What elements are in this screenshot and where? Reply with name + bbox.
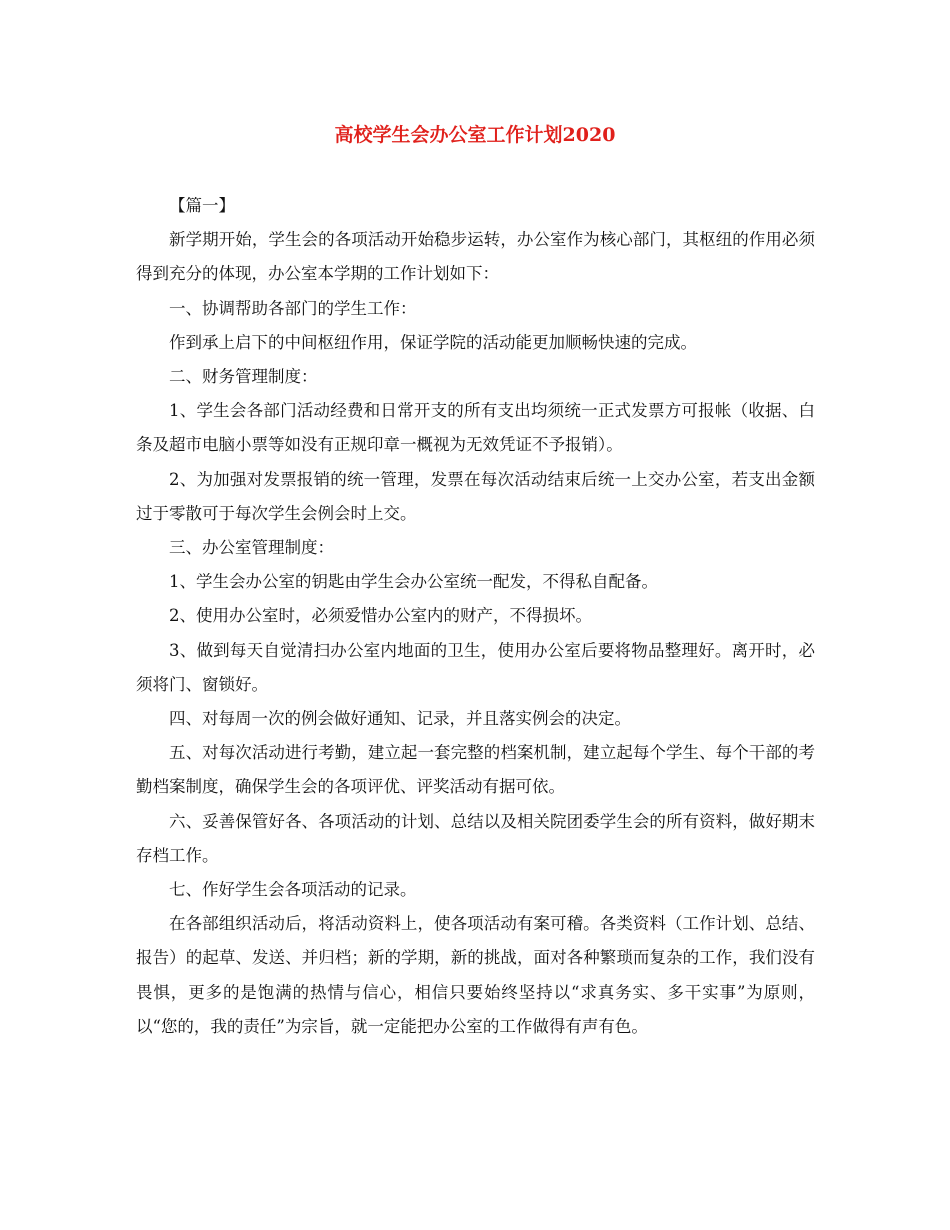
document-body — [136, 189, 815, 1044]
document-title: 高校学生会办公室工作计划2020 — [334, 124, 616, 146]
section-5: 五、对每次活动进行考勤，建立起一套完整的档案机制，建立起每个学生、每个干部的考勤档案制度，确保学生会的各项评优、评奖活动有据可依。 — [136, 743, 815, 797]
section-heading-part-one: 【篇一】 — [169, 196, 235, 215]
office-item-1: 1、学生会办公室的钥匙由学生会办公室统一配发，不得私自配备。 — [169, 572, 658, 592]
intro-paragraph: 新学期开始，学生会的各项活动开始稳步运转，办公室作为核心部门，其枢纽的作用必须得到充分的体现，办公室本学期的工作计划如下： — [136, 230, 815, 284]
section-heading-3: 三、办公室管理制度： — [169, 538, 334, 558]
section-heading-1: 一、协调帮助各部门的学生工作： — [169, 298, 417, 318]
section-1-body: 作到承上启下的中间枢纽作用，保证学院的活动能更加顺畅快速的完成。 — [169, 332, 697, 352]
section-4: 四、对每周一次的例会做好通知、记录，并且落实例会的决定。 — [169, 709, 631, 729]
office-item-2: 2、使用办公室时，必须爱惜办公室内的财产，不得损坏。 — [169, 606, 592, 626]
closing-paragraph: 在各部组织活动后，将活动资料上，使各项活动有案可稽。各类资料（工作计划、总结、报告）的起草、发送、并归档；新的学期，新的挑战，面对各种繁琐而复杂的工作，我们没有畏惧，更多的是饱满的热情与信心，相信只要始终坚持以“求真务实、多干实事”为原则，以“您的，我的责任”为宗旨，就一定能把办公室的工作做得有声有色。 — [136, 914, 815, 1036]
office-item-3: 3、做到每天自觉清扫办公室内地面的卫生，使用办公室后要将物品整理好。离开时，必须将门、窗锁好。 — [136, 640, 815, 694]
finance-item-2: 2、为加强对发票报销的统一管理，发票在每次活动结束后统一上交办公室，若支出金额过于零散可于每次学生会例会时上交。 — [136, 469, 815, 523]
section-7: 七、作好学生会各项活动的记录。 — [169, 880, 417, 900]
section-6: 六、妥善保管好各、各项活动的计划、总结以及相关院团委学生会的所有资料，做好期末存档工作。 — [136, 811, 815, 865]
section-heading-2: 二、财务管理制度： — [169, 367, 318, 387]
finance-item-1: 1、学生会各部门活动经费和日常开支的所有支出均须统一正式发票方可报帐（收据、白条及超市电脑小票等如没有正规印章一概视为无效凭证不予报销）。 — [136, 401, 815, 455]
